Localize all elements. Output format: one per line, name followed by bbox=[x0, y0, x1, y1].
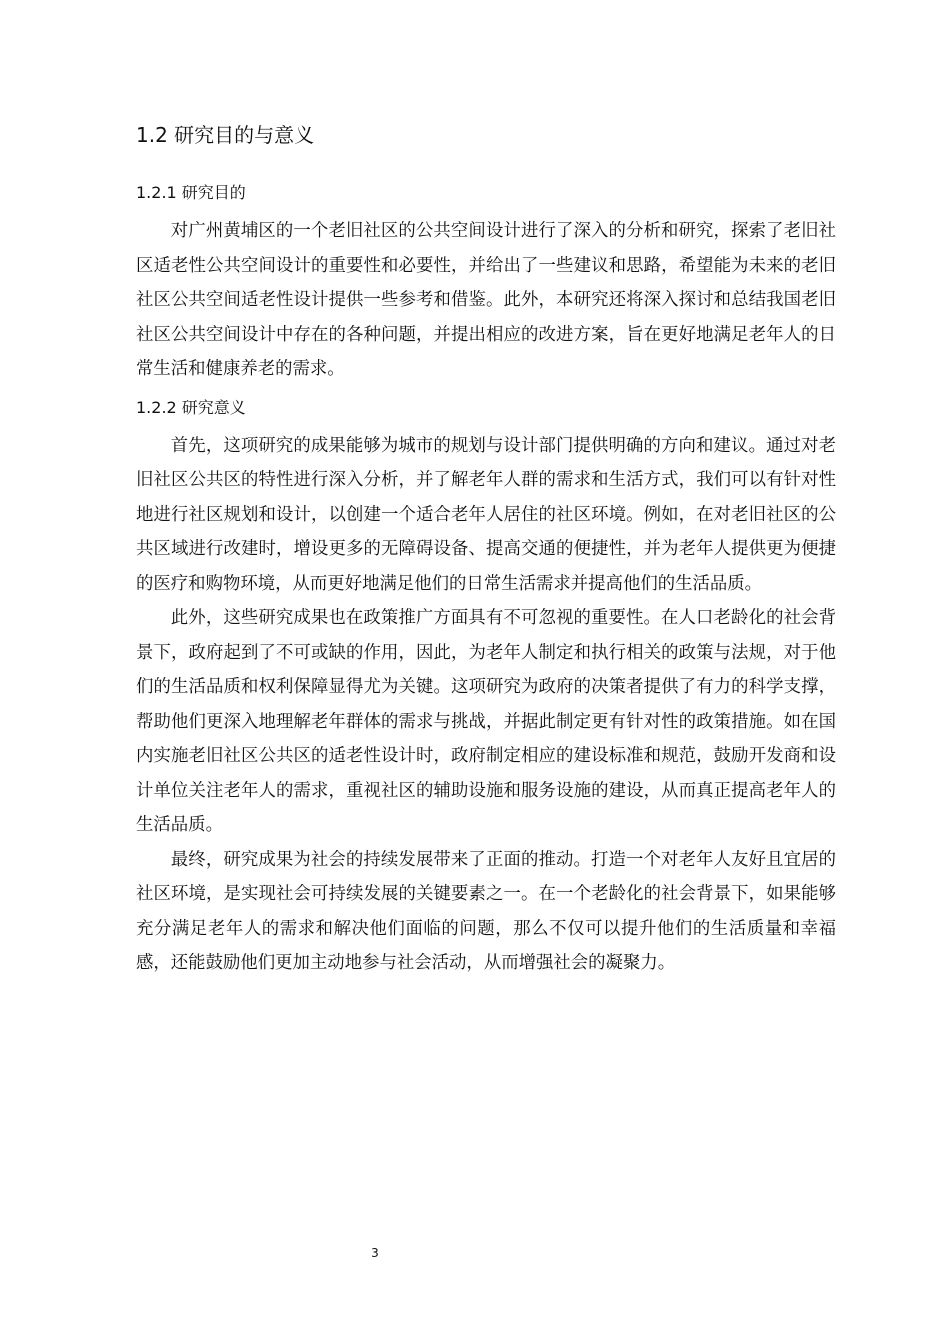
page-number: 3 bbox=[371, 1246, 379, 1260]
section-heading: 1.2 研究目的与意义 bbox=[136, 123, 315, 147]
paragraph-significance-society: 最终，研究成果为社会的持续发展带来了正面的推动。打造一个对老年人友好且宜居的社区环境，是实现社会可持续发展的关键要素之一。在一个老龄化的社会背景下，如果能够充分满足老年人的需求和解决他们面临的问题，那么不仅可以提升他们的生活质量和幸福感，还能鼓励他们更加主动地参与社会活动，从而增强社会的凝聚力。 bbox=[136, 849, 836, 973]
paragraph-significance-first: 首先，这项研究的成果能够为城市的规划与设计部门提供明确的方向和建议。通过对老旧社区公共区的特性进行深入分析，并了解老年人群的需求和生活方式，我们可以有针对性地进行社区规划和设计，以创建一个适合老年人居住的社区环境。例如，在对老旧社区的公共区域进行改建时，增设更多的无障碍设备、提高交通的便捷性，并为老年人提供更为便捷的医疗和购物环境，从而更好地满足他们的日常生活需求并提高他们的生活品质。 bbox=[136, 435, 836, 594]
paragraph-significance-policy: 此外，这些研究成果也在政策推广方面具有不可忽视的重要性。在人口老龄化的社会背景下，政府起到了不可或缺的作用，因此，为老年人制定和执行相关的政策与法规，对于他们的生活品质和权利保障显得尤为关键。这项研究为政府的决策者提供了有力的科学支撑，帮助他们更深入地理解老年群体的需求与挑战，并据此制定更有针对性的政策措施。如在国内实施老旧社区公共区的适老性设计时，政府制定相应的建设标准和规范，鼓励开发商和设计单位关注老年人的需求，重视社区的辅助设施和服务设施的建设，从而真正提高老年人的生活品质。 bbox=[136, 608, 836, 835]
subsection-heading-research-purpose: 1.2.1 研究目的 bbox=[136, 183, 246, 202]
paragraph-research-purpose: 对广州黄埔区的一个老旧社区的公共空间设计进行了深入的分析和研究，探索了老旧社区适老性公共空间设计的重要性和必要性，并给出了一些建议和思路，希望能为未来的老旧社区公共空间适老性设计提供一些参考和借鉴。此外，本研究还将深入探讨和总结我国老旧社区公共空间设计中存在的各种问题，并提出相应的改进方案，旨在更好地满足老年人的日常生活和健康养老的需求。 bbox=[136, 221, 836, 379]
subsection-heading-research-significance: 1.2.2 研究意义 bbox=[136, 397, 246, 417]
page-content bbox=[136, 120, 836, 981]
